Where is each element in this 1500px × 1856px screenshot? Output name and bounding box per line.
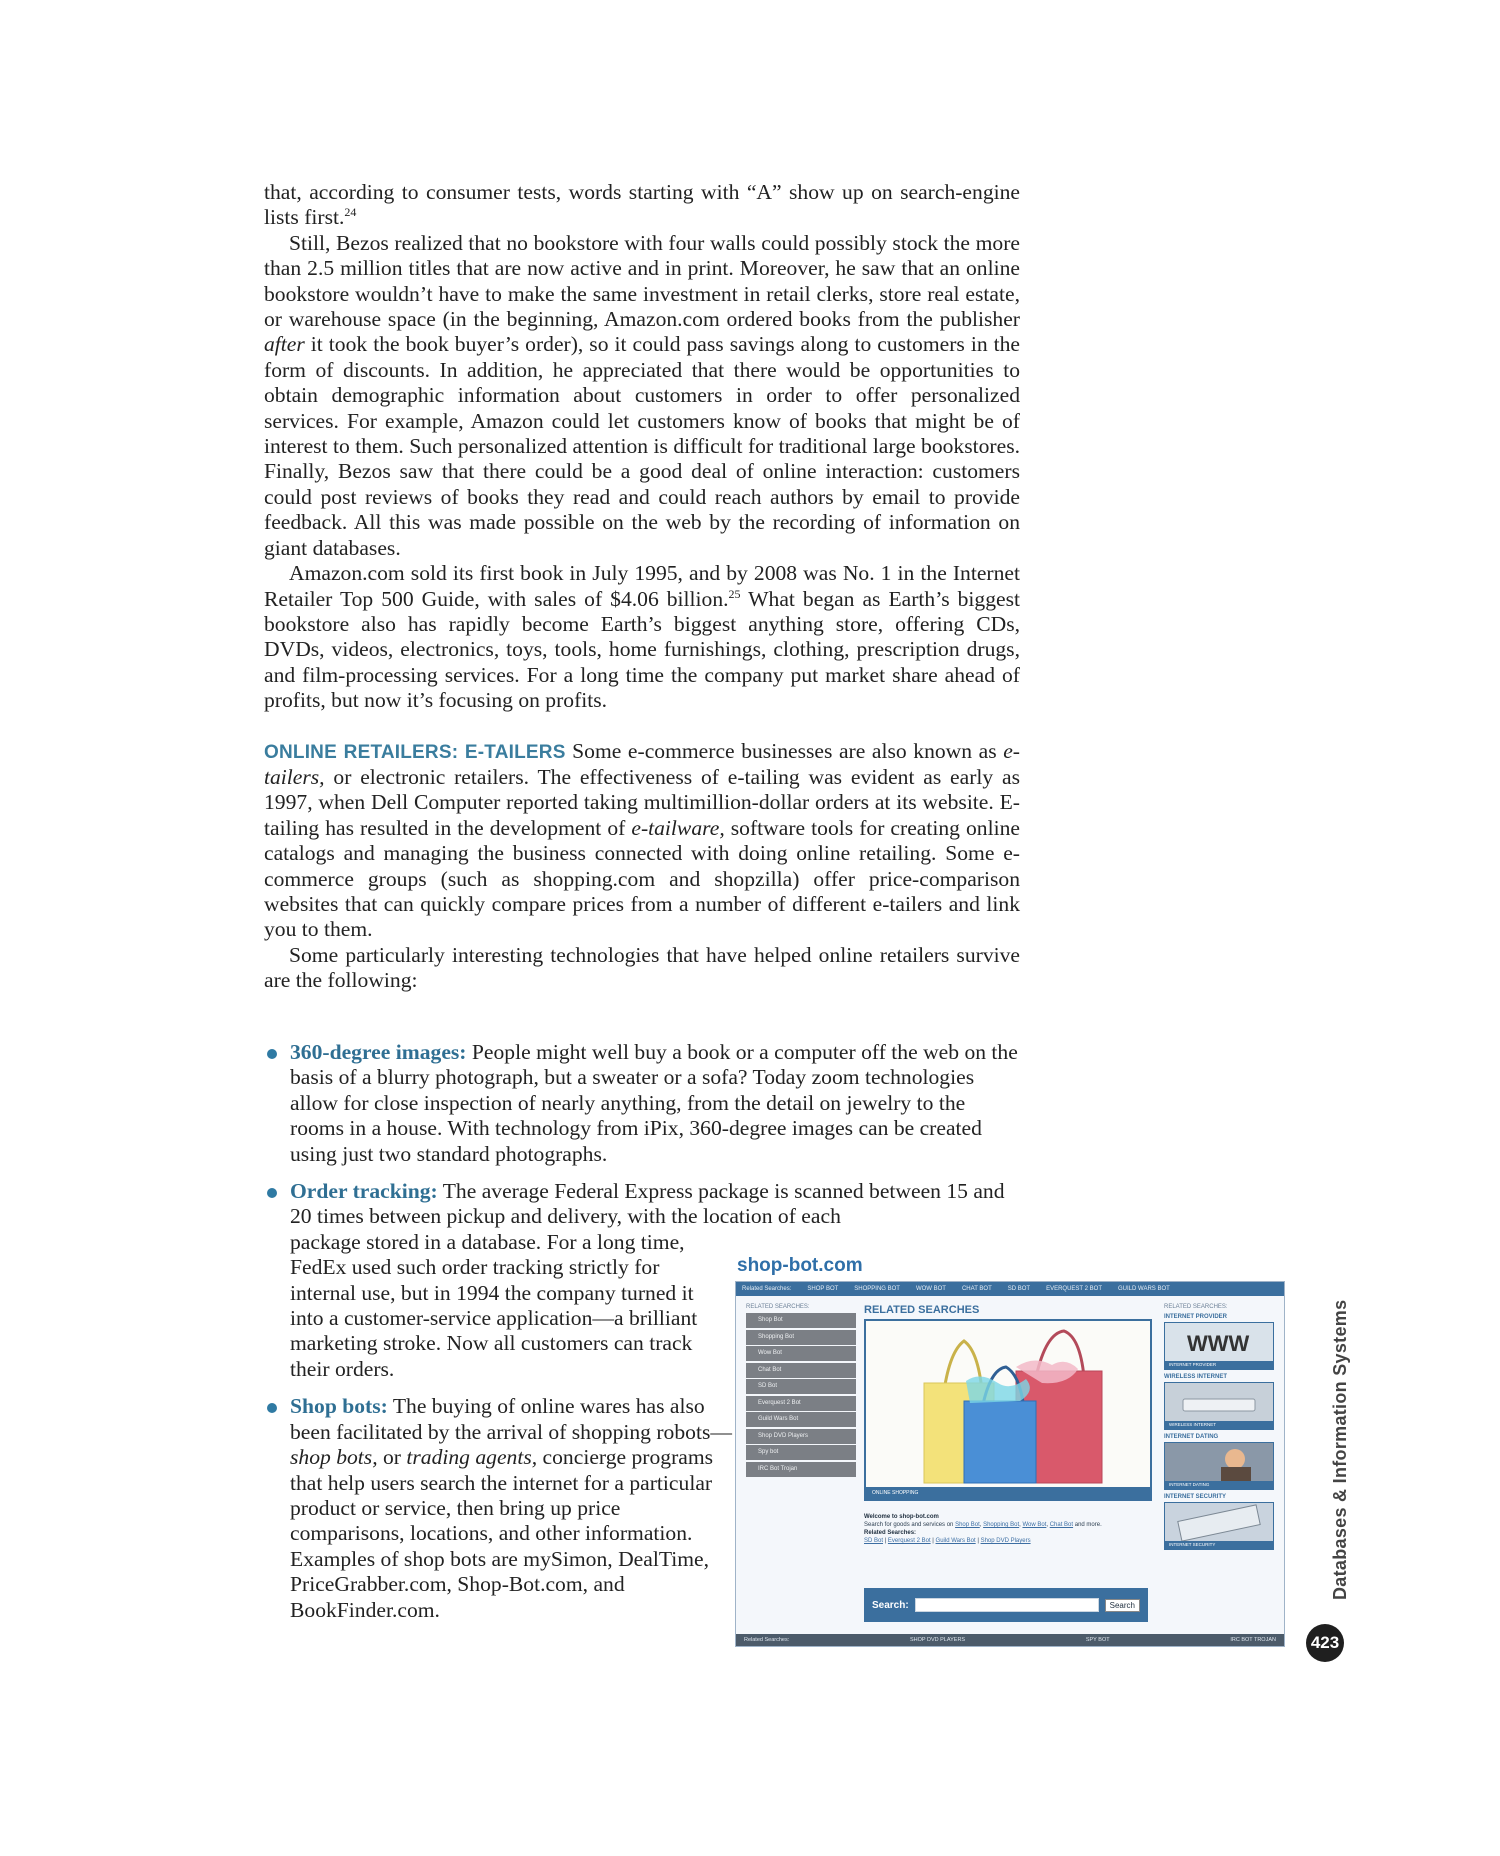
figure-left-menu <box>746 1304 856 1478</box>
figure-welcome-text: Welcome to shop-bot.com Search for goods and services on Shop Bot, Shopping Bot, Wow Bot, Chat Bot and more. Related Searches: SD Bot | Everquest 2 Bot | Guild Wars Bot | Shop DVD Players <box>864 1514 1102 1544</box>
bullet-dot-icon <box>267 1403 277 1413</box>
figure-bottom-nav-link: SPY BOT <box>1085 1637 1110 1643</box>
svg-text:WWW: WWW <box>1187 1331 1250 1356</box>
paragraph-4-text-c: software tools for creating online catalogs and managing the business connected with doing online retailing. Some e-commerce groups (such as shopping.com and shopzilla) offer price-comparison websites that can quickly compare prices from a number of different e-tailers and link you to them. <box>264 815 1020 942</box>
figure-top-nav-label: Related Searches: <box>742 1286 792 1292</box>
welcome-link: Chat Bot <box>1049 1522 1074 1528</box>
page-number: 423 <box>1306 1624 1344 1662</box>
figure-right-header: RELATED SEARCHES: <box>1164 1304 1228 1310</box>
welcome-link: Wow Bot <box>1022 1522 1047 1528</box>
paragraph-3 <box>264 561 1020 713</box>
figure-right-group <box>1164 1434 1276 1490</box>
figure-left-item: Shop Bot <box>746 1313 856 1328</box>
bullet-shop-bots <box>264 1394 734 1623</box>
thumbnail-band: INTERNET DATING <box>1165 1481 1273 1489</box>
figure-top-nav-link: WOW BOT <box>915 1286 946 1292</box>
bullet-text: People might well buy a book or a computer off the web on the basis of a blurry photograph, but a sweater or a sofa? Today zoom technologies allow for close inspection of nearly anything, from the detail on jewelry to the rooms in a house. With technology from iPix, 360-degree images can be created using just two standard photographs. <box>290 1040 1018 1166</box>
internet-dating-thumbnail <box>1164 1442 1274 1490</box>
body-text <box>264 180 1020 994</box>
paragraph-4-text-a: Some e-commerce businesses are also known as <box>565 738 1004 763</box>
figure-bottom-nav <box>736 1634 1284 1646</box>
figure-left-item: Guild Wars Bot <box>746 1412 856 1427</box>
paragraph-3-text-a: Amazon.com sold its first book in July 1995, and by 2008 was No. 1 in the Internet Retailer Top 500 Guide, with sales of $4.06 billion. <box>264 561 1020 611</box>
figure-left-item: Shop DVD Players <box>746 1429 856 1444</box>
related-link: Everquest 2 Bot <box>887 1538 931 1544</box>
bullet-dot-icon <box>267 1049 277 1059</box>
router-icon <box>1165 1383 1273 1421</box>
couple-photo-icon <box>1165 1443 1273 1481</box>
paragraph-4 <box>264 739 1020 943</box>
figure-search-label: Search: <box>872 1599 909 1611</box>
figure-bottom-nav-label: Related Searches: <box>744 1637 790 1643</box>
figure-search-button: Search <box>1105 1599 1140 1612</box>
www-keys-icon <box>1165 1323 1273 1361</box>
figure-search-bar <box>864 1588 1148 1622</box>
paragraph-4-emphasis-1: e-tailers, <box>264 738 1020 789</box>
bullet-text-c: concierge programs that help users search the internet for a particular product or service, then bring up price comparisons, locations, and other information. Examples of shop bots are mySimon, DealTime, PriceGrabber.com, Shop-Bot.com, and BookFinder.com. <box>290 1445 714 1622</box>
bullet-text-b: package stored in a database. For a long time, FedEx used such order tracking strictly for internal use, but in 1994 the company turned it into a customer-service application—a brilliant marketing stroke. Now all customers can track their orders. <box>290 1229 698 1381</box>
internet-security-thumbnail <box>1164 1502 1274 1550</box>
figure-bottom-nav-link: SHOP DVD PLAYERS <box>909 1637 966 1643</box>
figure-right-panel <box>1164 1304 1276 1550</box>
paragraph-2 <box>264 231 1020 561</box>
paragraph-2-text-b: it took the book buyer’s order), so it could pass savings along to customers in the form of discounts. In addition, he appreciated that there would be opportunities to obtain demographic information about customers in order to offer personalized services. For example, Amazon could let customers know of books that might be of interest to them. Such personalized attention is difficult for traditional large bookstores. Finally, Bezos saw that there could be a good deal of online interaction: customers could post reviews of books they read and could reach authors by email to provide feedback. All this was made possible on the web by the recording of information on giant databases. <box>264 332 1020 560</box>
related-title: Related Searches: <box>864 1530 917 1536</box>
figure-right-group-title: INTERNET SECURITY <box>1164 1494 1227 1500</box>
figure-search-input <box>915 1598 1099 1612</box>
bullet-text-b: or <box>377 1445 407 1470</box>
figure-right-group <box>1164 1374 1276 1430</box>
bullet-term: Shop bots: <box>290 1394 388 1419</box>
bullet-text-a: The buying of online wares has also been facilitated by the arrival of shopping robots— <box>290 1394 732 1444</box>
bullet-term: 360-degree images: <box>290 1040 467 1064</box>
footnote-ref-25: 25 <box>728 586 741 601</box>
figure-center-panel <box>864 1304 1154 1634</box>
keyboard-icon <box>1165 1503 1273 1541</box>
bullet-emphasis-1: shop bots, <box>290 1445 378 1470</box>
welcome-link: Shop Bot <box>955 1522 980 1528</box>
figure-right-group-title: INTERNET DATING <box>1164 1434 1219 1440</box>
section-heading: ONLINE RETAILERS: E-TAILERS <box>264 741 566 763</box>
figure-top-nav-link: SD BOT <box>1007 1286 1031 1292</box>
figure-left-item: IRC Bot Trojan <box>746 1462 856 1477</box>
figure-top-nav-link: CHAT BOT <box>961 1286 992 1292</box>
welcome-text: Search for goods and services on <box>864 1522 954 1528</box>
paragraph-1 <box>264 180 1020 231</box>
paragraph-4-emphasis-2: e-tailware, <box>631 815 725 840</box>
thumbnail-band: INTERNET PROVIDER <box>1165 1361 1273 1369</box>
figure-bottom-nav-link: IRC BOT TROJAN <box>1230 1637 1276 1643</box>
figure-left-item: Spy bot <box>746 1445 856 1460</box>
welcome-link: Shopping Bot <box>983 1522 1020 1528</box>
figure-browser-frame <box>735 1281 1285 1647</box>
figure-right-group-title: INTERNET PROVIDER <box>1164 1314 1228 1320</box>
related-link: SD Bot <box>864 1538 884 1544</box>
bullet-emphasis-2: trading agents, <box>406 1445 538 1470</box>
bullet-dot-icon <box>267 1188 277 1198</box>
bullet-term: Order tracking: <box>290 1179 438 1204</box>
paragraph-1-text: that, according to consumer tests, words starting with “A” show up on search-engine lists first. <box>264 180 1020 230</box>
figure-right-group <box>1164 1314 1276 1370</box>
figure-left-item: SD Bot <box>746 1379 856 1394</box>
paragraph-3-text-b: What began as Earth’s biggest bookstore also has rapidly become Earth’s biggest anything store, offering CDs, DVDs, videos, electronics, toys, tools, home furnishings, clothing, prescription drugs, and film-processing services. For a long time the company put market share ahead of profits, but now it’s focusing on profits. <box>264 586 1020 713</box>
internet-provider-thumbnail <box>1164 1322 1274 1370</box>
related-link: Shop DVD Players <box>980 1538 1031 1544</box>
figure-right-group-title: WIRELESS INTERNET <box>1164 1374 1228 1380</box>
figure-left-item: Shopping Bot <box>746 1330 856 1345</box>
running-head: Databases & Information Systems <box>1330 1299 1350 1600</box>
footnote-ref-24: 24 <box>344 205 357 220</box>
bullet-text-a: The average Federal Express package is scanned between 15 and 20 times between pickup and delivery, with the location of each <box>290 1179 1005 1229</box>
wireless-internet-thumbnail <box>1164 1382 1274 1430</box>
figure-left-item: Chat Bot <box>746 1363 856 1378</box>
figure-top-nav-link: SHOP BOT <box>807 1286 839 1292</box>
figure-center-header: RELATED SEARCHES <box>864 1304 980 1316</box>
paragraph-4-text-b: or electronic retailers. The effectiveness of e-tailing was evident as early as 1997, when Dell Computer reported taking multimillion-dollar orders at its website. E-tailing has resulted in the development of <box>264 764 1020 840</box>
shopping-bags-icon <box>866 1321 1150 1487</box>
paragraph-5: Some particularly interesting technologies that have helped online retailers survive are the following: <box>264 942 1020 993</box>
paragraph-2-emphasis: after <box>264 332 305 357</box>
thumbnail-band: WIRELESS INTERNET <box>1165 1421 1273 1429</box>
figure-top-nav-link: SHOPPING BOT <box>854 1286 900 1292</box>
photo-caption-bar: ONLINE SHOPPING <box>866 1487 1150 1499</box>
figure-left-item: Everquest 2 Bot <box>746 1396 856 1411</box>
shop-bot-screenshot-figure <box>735 1255 1285 1647</box>
thumbnail-band: INTERNET SECURITY <box>1165 1541 1273 1549</box>
figure-left-header: RELATED SEARCHES: <box>746 1304 810 1310</box>
figure-top-nav-link: GUILD WARS BOT <box>1118 1286 1170 1292</box>
shopping-bags-image <box>864 1319 1152 1501</box>
figure-top-nav <box>736 1282 1284 1296</box>
figure-logo: shop-bot.com <box>737 1255 863 1276</box>
paragraph-2-text-a: Still, Bezos realized that no bookstore with four walls could possibly stock the more than 2.5 million titles that are now active and in print. Moreover, he saw that an online bookstore wouldn’t have to make the same investment in retail clerks, store real estate, or warehouse space (in the beginning, Amazon.com ordered books from the publisher <box>264 230 1020 332</box>
welcome-title: Welcome to shop-bot.com <box>864 1514 939 1520</box>
figure-right-group <box>1164 1494 1276 1550</box>
related-link: Guild Wars Bot <box>935 1538 976 1544</box>
bullet-360-images <box>264 1040 1024 1167</box>
welcome-more: and more. <box>1074 1522 1102 1528</box>
figure-top-nav-link: EVERQUEST 2 BOT <box>1046 1286 1102 1292</box>
figure-left-item: Wow Bot <box>746 1346 856 1361</box>
